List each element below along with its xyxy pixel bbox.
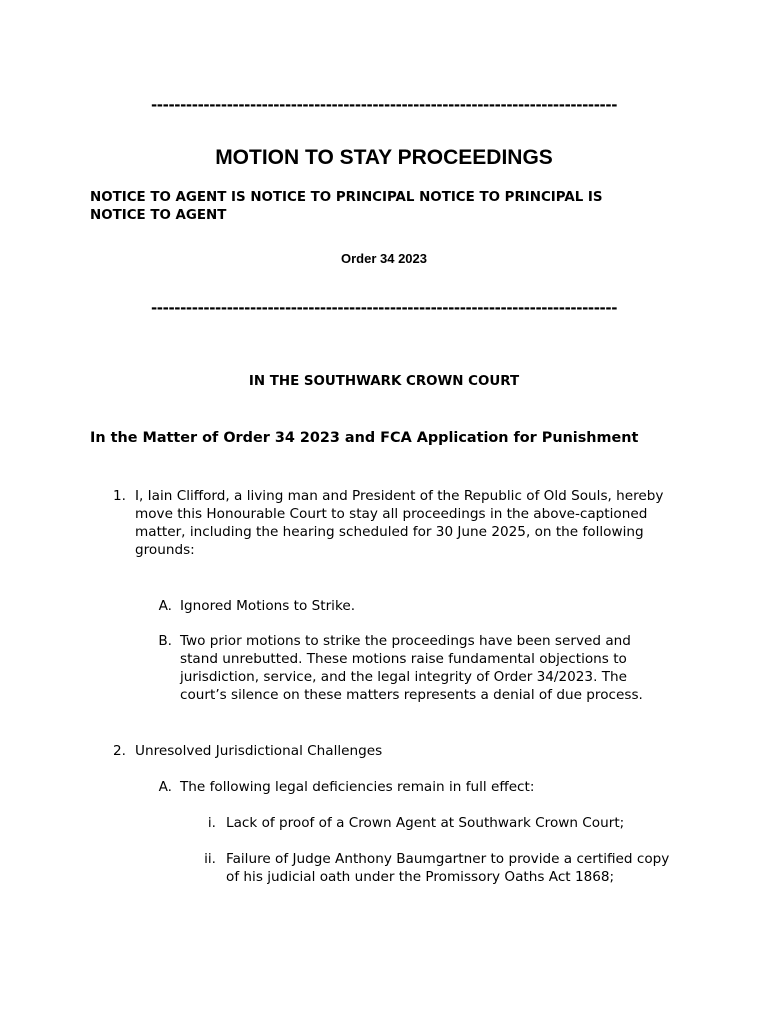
matter-heading: In the Matter of Order 34 2023 and FCA Application for Punishment xyxy=(90,430,639,446)
list-item-text: I, Iain Clifford, a living man and President of the Republic of Old Souls, hereby move this Honourable Court to stay all proceedings in the above-captioned matter, including the hearing scheduled for 30 June 2025, on the following grounds: xyxy=(135,488,664,558)
order-reference: Order 34 2023 xyxy=(340,251,427,266)
bottom-dashed-rule: -------------------------------------------------------------------------------- xyxy=(150,299,618,317)
document-title: MOTION TO STAY PROCEEDINGS xyxy=(215,146,553,169)
list-marker: ii. xyxy=(204,851,216,867)
list-item-text: Unresolved Jurisdictional Challenges xyxy=(135,743,383,759)
list-marker: A. xyxy=(158,598,172,614)
list-marker: A. xyxy=(158,779,172,795)
top-dashed-rule: -------------------------------------------------------------------------------- xyxy=(150,96,618,114)
list-item-text: Two prior motions to strike the proceedings have been served and stand unrebutted. These motions raise fundamental objections to jurisdiction, service, and the legal integrity of Order 34/2023. The court’s silence on these matters represents a denial of due process. xyxy=(180,633,643,703)
notice-heading: NOTICE TO AGENT IS NOTICE TO PRINCIPAL NOTICE TO PRINCIPAL IS NOTICE TO AGENT xyxy=(90,190,603,223)
list-marker: i. xyxy=(207,815,216,831)
list-marker: 1. xyxy=(113,488,126,504)
list-item-text: Failure of Judge Anthony Baumgartner to provide a certified copy of his judicial oath under the Promissory Oaths Act 1868; xyxy=(226,851,670,885)
list-item-text: Lack of proof of a Crown Agent at Southwark Crown Court; xyxy=(226,815,625,831)
list-item-text: The following legal deficiencies remain in full effect: xyxy=(180,779,535,795)
court-heading: IN THE SOUTHWARK CROWN COURT xyxy=(248,374,520,389)
list-marker: 2. xyxy=(113,743,126,759)
list-marker: B. xyxy=(158,633,172,649)
list-item-text: Ignored Motions to Strike. xyxy=(180,598,356,614)
